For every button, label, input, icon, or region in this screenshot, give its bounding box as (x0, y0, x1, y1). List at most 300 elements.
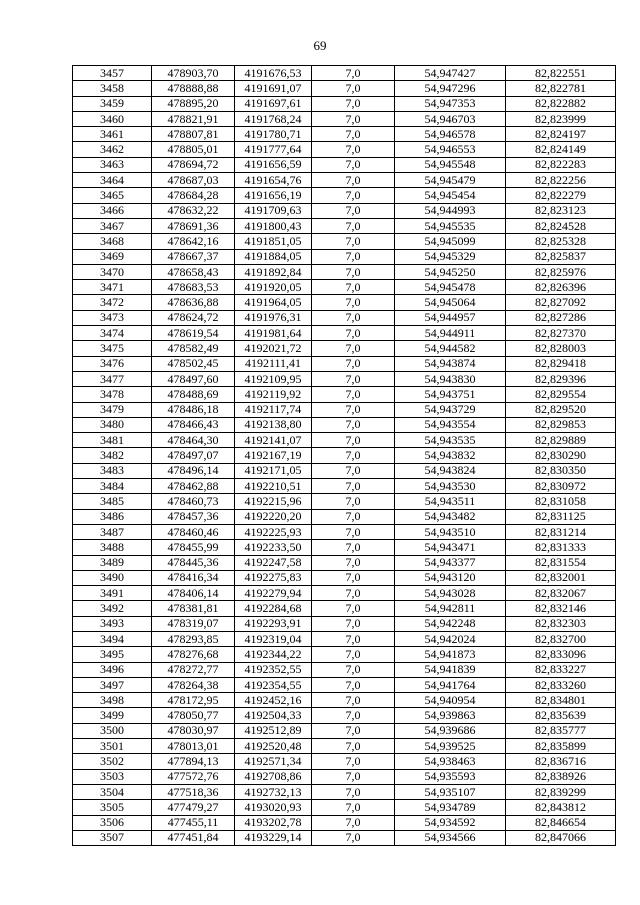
value-cell: 7,0 (312, 66, 395, 81)
table-row (73, 234, 616, 249)
value-cell: 7,0 (312, 433, 395, 448)
table-row (73, 524, 616, 539)
x-coordinate-cell: 478582,49 (152, 341, 235, 356)
table-row (73, 142, 616, 157)
latitude-cell: 54,939686 (395, 723, 506, 738)
longitude-cell: 82,829520 (506, 402, 616, 417)
y-coordinate-cell: 4191656,19 (235, 188, 312, 203)
longitude-cell: 82,832067 (506, 586, 616, 601)
latitude-cell: 54,945479 (395, 173, 506, 188)
y-coordinate-cell: 4192171,05 (235, 463, 312, 478)
table-row (73, 800, 616, 815)
latitude-cell: 54,943471 (395, 540, 506, 555)
table-row (73, 784, 616, 799)
point-number-cell: 3476 (73, 356, 152, 371)
latitude-cell: 54,944957 (395, 310, 506, 325)
value-cell: 7,0 (312, 96, 395, 111)
point-number-cell: 3483 (73, 463, 152, 478)
longitude-cell: 82,823123 (506, 203, 616, 218)
longitude-cell: 82,832303 (506, 616, 616, 631)
latitude-cell: 54,947427 (395, 66, 506, 81)
x-coordinate-cell: 478658,43 (152, 264, 235, 279)
y-coordinate-cell: 4191981,64 (235, 326, 312, 341)
table-row (73, 96, 616, 111)
point-number-cell: 3506 (73, 815, 152, 830)
table-row (73, 815, 616, 830)
x-coordinate-cell: 478457,36 (152, 509, 235, 524)
x-coordinate-cell: 478406,14 (152, 586, 235, 601)
latitude-cell: 54,942248 (395, 616, 506, 631)
point-number-cell: 3481 (73, 433, 152, 448)
longitude-cell: 82,827370 (506, 326, 616, 341)
y-coordinate-cell: 4193020,93 (235, 800, 312, 815)
longitude-cell: 82,833227 (506, 662, 616, 677)
point-number-cell: 3495 (73, 647, 152, 662)
point-number-cell: 3469 (73, 249, 152, 264)
y-coordinate-cell: 4192220,20 (235, 509, 312, 524)
x-coordinate-cell: 478319,07 (152, 616, 235, 631)
latitude-cell: 54,935593 (395, 769, 506, 784)
y-coordinate-cell: 4191892,84 (235, 264, 312, 279)
table-row (73, 387, 616, 402)
value-cell: 7,0 (312, 127, 395, 142)
longitude-cell: 82,831214 (506, 524, 616, 539)
value-cell: 7,0 (312, 81, 395, 96)
page-number: 69 (313, 38, 327, 53)
table-row (73, 601, 616, 616)
value-cell: 7,0 (312, 555, 395, 570)
x-coordinate-cell: 477572,76 (152, 769, 235, 784)
point-number-cell: 3502 (73, 754, 152, 769)
latitude-cell: 54,943554 (395, 417, 506, 432)
latitude-cell: 54,944582 (395, 341, 506, 356)
x-coordinate-cell: 477518,36 (152, 784, 235, 799)
x-coordinate-cell: 478050,77 (152, 708, 235, 723)
table-row (73, 81, 616, 96)
latitude-cell: 54,943530 (395, 479, 506, 494)
point-number-cell: 3465 (73, 188, 152, 203)
value-cell: 7,0 (312, 249, 395, 264)
table-row (73, 662, 616, 677)
y-coordinate-cell: 4191768,24 (235, 111, 312, 126)
x-coordinate-cell: 478805,01 (152, 142, 235, 157)
point-number-cell: 3505 (73, 800, 152, 815)
value-cell: 7,0 (312, 769, 395, 784)
y-coordinate-cell: 4192504,33 (235, 708, 312, 723)
y-coordinate-cell: 4192225,93 (235, 524, 312, 539)
x-coordinate-cell: 478172,95 (152, 693, 235, 708)
table-row (73, 586, 616, 601)
y-coordinate-cell: 4191676,53 (235, 66, 312, 81)
x-coordinate-cell: 478381,81 (152, 601, 235, 616)
value-cell: 7,0 (312, 815, 395, 830)
latitude-cell: 54,944911 (395, 326, 506, 341)
y-coordinate-cell: 4191780,71 (235, 127, 312, 142)
x-coordinate-cell: 478466,43 (152, 417, 235, 432)
y-coordinate-cell: 4192571,34 (235, 754, 312, 769)
point-number-cell: 3471 (73, 280, 152, 295)
y-coordinate-cell: 4192708,86 (235, 769, 312, 784)
latitude-cell: 54,947296 (395, 81, 506, 96)
longitude-cell: 82,834801 (506, 693, 616, 708)
point-number-cell: 3500 (73, 723, 152, 738)
value-cell: 7,0 (312, 631, 395, 646)
point-number-cell: 3498 (73, 693, 152, 708)
value-cell: 7,0 (312, 402, 395, 417)
y-coordinate-cell: 4192352,55 (235, 662, 312, 677)
value-cell: 7,0 (312, 188, 395, 203)
latitude-cell: 54,941873 (395, 647, 506, 662)
latitude-cell: 54,945548 (395, 157, 506, 172)
point-number-cell: 3461 (73, 127, 152, 142)
point-number-cell: 3459 (73, 96, 152, 111)
latitude-cell: 54,945099 (395, 234, 506, 249)
point-number-cell: 3467 (73, 218, 152, 233)
longitude-cell: 82,825976 (506, 264, 616, 279)
value-cell: 7,0 (312, 234, 395, 249)
longitude-cell: 82,824149 (506, 142, 616, 157)
longitude-cell: 82,822283 (506, 157, 616, 172)
latitude-cell: 54,943874 (395, 356, 506, 371)
point-number-cell: 3475 (73, 341, 152, 356)
latitude-cell: 54,943824 (395, 463, 506, 478)
value-cell: 7,0 (312, 326, 395, 341)
value-cell: 7,0 (312, 310, 395, 325)
longitude-cell: 82,833260 (506, 677, 616, 692)
longitude-cell: 82,847066 (506, 830, 616, 845)
y-coordinate-cell: 4191697,61 (235, 96, 312, 111)
x-coordinate-cell: 478497,60 (152, 371, 235, 386)
y-coordinate-cell: 4191709,63 (235, 203, 312, 218)
longitude-cell: 82,825328 (506, 234, 616, 249)
y-coordinate-cell: 4192215,96 (235, 494, 312, 509)
y-coordinate-cell: 4192520,48 (235, 739, 312, 754)
y-coordinate-cell: 4191691,07 (235, 81, 312, 96)
point-number-cell: 3485 (73, 494, 152, 509)
table-row (73, 173, 616, 188)
table-row (73, 463, 616, 478)
longitude-cell: 82,846654 (506, 815, 616, 830)
latitude-cell: 54,947353 (395, 96, 506, 111)
x-coordinate-cell: 478460,46 (152, 524, 235, 539)
table-row (73, 739, 616, 754)
value-cell: 7,0 (312, 280, 395, 295)
value-cell: 7,0 (312, 157, 395, 172)
table-row (73, 693, 616, 708)
y-coordinate-cell: 4192167,19 (235, 448, 312, 463)
table-row (73, 494, 616, 509)
latitude-cell: 54,943832 (395, 448, 506, 463)
value-cell: 7,0 (312, 616, 395, 631)
x-coordinate-cell: 478636,88 (152, 295, 235, 310)
latitude-cell: 54,935107 (395, 784, 506, 799)
longitude-cell: 82,827092 (506, 295, 616, 310)
point-number-cell: 3479 (73, 402, 152, 417)
value-cell: 7,0 (312, 295, 395, 310)
point-number-cell: 3464 (73, 173, 152, 188)
coordinates-table (72, 65, 616, 846)
table-row (73, 249, 616, 264)
x-coordinate-cell: 478416,34 (152, 570, 235, 585)
point-number-cell: 3486 (73, 509, 152, 524)
table-row (73, 295, 616, 310)
x-coordinate-cell: 478030,97 (152, 723, 235, 738)
x-coordinate-cell: 478486,18 (152, 402, 235, 417)
x-coordinate-cell: 478691,36 (152, 218, 235, 233)
value-cell: 7,0 (312, 203, 395, 218)
y-coordinate-cell: 4192354,55 (235, 677, 312, 692)
latitude-cell: 54,945329 (395, 249, 506, 264)
point-number-cell: 3491 (73, 586, 152, 601)
point-number-cell: 3460 (73, 111, 152, 126)
y-coordinate-cell: 4192109,95 (235, 371, 312, 386)
point-number-cell: 3466 (73, 203, 152, 218)
point-number-cell: 3504 (73, 784, 152, 799)
point-number-cell: 3497 (73, 677, 152, 692)
longitude-cell: 82,830290 (506, 448, 616, 463)
longitude-cell: 82,831554 (506, 555, 616, 570)
table-row (73, 723, 616, 738)
table-row (73, 677, 616, 692)
latitude-cell: 54,943120 (395, 570, 506, 585)
x-coordinate-cell: 478624,72 (152, 310, 235, 325)
y-coordinate-cell: 4192138,80 (235, 417, 312, 432)
y-coordinate-cell: 4191800,43 (235, 218, 312, 233)
value-cell: 7,0 (312, 601, 395, 616)
point-number-cell: 3478 (73, 387, 152, 402)
table-row (73, 647, 616, 662)
x-coordinate-cell: 478821,91 (152, 111, 235, 126)
table-row (73, 540, 616, 555)
x-coordinate-cell: 478460,73 (152, 494, 235, 509)
point-number-cell: 3482 (73, 448, 152, 463)
x-coordinate-cell: 478497,07 (152, 448, 235, 463)
value-cell: 7,0 (312, 570, 395, 585)
point-number-cell: 3470 (73, 264, 152, 279)
table-row (73, 188, 616, 203)
table-row (73, 402, 616, 417)
x-coordinate-cell: 478272,77 (152, 662, 235, 677)
x-coordinate-cell: 478293,85 (152, 631, 235, 646)
value-cell: 7,0 (312, 111, 395, 126)
x-coordinate-cell: 478462,88 (152, 479, 235, 494)
x-coordinate-cell: 478888,88 (152, 81, 235, 96)
longitude-cell: 82,824528 (506, 218, 616, 233)
y-coordinate-cell: 4191777,64 (235, 142, 312, 157)
longitude-cell: 82,829853 (506, 417, 616, 432)
point-number-cell: 3488 (73, 540, 152, 555)
value-cell: 7,0 (312, 479, 395, 494)
value-cell: 7,0 (312, 356, 395, 371)
point-number-cell: 3477 (73, 371, 152, 386)
table-row (73, 769, 616, 784)
table-row (73, 417, 616, 432)
point-number-cell: 3503 (73, 769, 152, 784)
x-coordinate-cell: 477455,11 (152, 815, 235, 830)
point-number-cell: 3463 (73, 157, 152, 172)
latitude-cell: 54,945064 (395, 295, 506, 310)
longitude-cell: 82,825837 (506, 249, 616, 264)
value-cell: 7,0 (312, 586, 395, 601)
value-cell: 7,0 (312, 173, 395, 188)
x-coordinate-cell: 477451,84 (152, 830, 235, 845)
point-number-cell: 3487 (73, 524, 152, 539)
point-number-cell: 3499 (73, 708, 152, 723)
value-cell: 7,0 (312, 264, 395, 279)
y-coordinate-cell: 4192275,83 (235, 570, 312, 585)
x-coordinate-cell: 478619,54 (152, 326, 235, 341)
latitude-cell: 54,941764 (395, 677, 506, 692)
point-number-cell: 3474 (73, 326, 152, 341)
longitude-cell: 82,828003 (506, 341, 616, 356)
x-coordinate-cell: 478667,37 (152, 249, 235, 264)
latitude-cell: 54,934592 (395, 815, 506, 830)
latitude-cell: 54,939863 (395, 708, 506, 723)
value-cell: 7,0 (312, 448, 395, 463)
table-row (73, 326, 616, 341)
latitude-cell: 54,946553 (395, 142, 506, 157)
value-cell: 7,0 (312, 800, 395, 815)
longitude-cell: 82,831125 (506, 509, 616, 524)
y-coordinate-cell: 4192117,74 (235, 402, 312, 417)
point-number-cell: 3457 (73, 66, 152, 81)
y-coordinate-cell: 4191964,05 (235, 295, 312, 310)
longitude-cell: 82,838926 (506, 769, 616, 784)
value-cell: 7,0 (312, 341, 395, 356)
value-cell: 7,0 (312, 739, 395, 754)
x-coordinate-cell: 478496,14 (152, 463, 235, 478)
table-row (73, 631, 616, 646)
x-coordinate-cell: 478642,16 (152, 234, 235, 249)
point-number-cell: 3501 (73, 739, 152, 754)
latitude-cell: 54,943751 (395, 387, 506, 402)
latitude-cell: 54,934789 (395, 800, 506, 815)
latitude-cell: 54,945478 (395, 280, 506, 295)
x-coordinate-cell: 478903,70 (152, 66, 235, 81)
table-row (73, 708, 616, 723)
table-row (73, 509, 616, 524)
value-cell: 7,0 (312, 387, 395, 402)
y-coordinate-cell: 4192111,41 (235, 356, 312, 371)
latitude-cell: 54,938463 (395, 754, 506, 769)
longitude-cell: 82,822882 (506, 96, 616, 111)
longitude-cell: 82,827286 (506, 310, 616, 325)
value-cell: 7,0 (312, 708, 395, 723)
latitude-cell: 54,943377 (395, 555, 506, 570)
table-row (73, 433, 616, 448)
y-coordinate-cell: 4191920,05 (235, 280, 312, 295)
x-coordinate-cell: 478895,20 (152, 96, 235, 111)
y-coordinate-cell: 4192247,58 (235, 555, 312, 570)
point-number-cell: 3458 (73, 81, 152, 96)
longitude-cell: 82,831058 (506, 494, 616, 509)
value-cell: 7,0 (312, 417, 395, 432)
y-coordinate-cell: 4192344,22 (235, 647, 312, 662)
value-cell: 7,0 (312, 540, 395, 555)
latitude-cell: 54,946703 (395, 111, 506, 126)
point-number-cell: 3490 (73, 570, 152, 585)
longitude-cell: 82,836716 (506, 754, 616, 769)
longitude-cell: 82,830350 (506, 463, 616, 478)
table-row (73, 264, 616, 279)
y-coordinate-cell: 4192512,89 (235, 723, 312, 738)
latitude-cell: 54,946578 (395, 127, 506, 142)
latitude-cell: 54,945535 (395, 218, 506, 233)
longitude-cell: 82,829396 (506, 371, 616, 386)
longitude-cell: 82,833096 (506, 647, 616, 662)
latitude-cell: 54,943830 (395, 371, 506, 386)
point-number-cell: 3480 (73, 417, 152, 432)
value-cell: 7,0 (312, 784, 395, 799)
y-coordinate-cell: 4191884,05 (235, 249, 312, 264)
x-coordinate-cell: 478464,30 (152, 433, 235, 448)
longitude-cell: 82,826396 (506, 280, 616, 295)
value-cell: 7,0 (312, 509, 395, 524)
y-coordinate-cell: 4192452,16 (235, 693, 312, 708)
table-row (73, 66, 616, 81)
point-number-cell: 3494 (73, 631, 152, 646)
latitude-cell: 54,943511 (395, 494, 506, 509)
table-row (73, 111, 616, 126)
longitude-cell: 82,831333 (506, 540, 616, 555)
table-row (73, 479, 616, 494)
y-coordinate-cell: 4192141,07 (235, 433, 312, 448)
y-coordinate-cell: 4192284,68 (235, 601, 312, 616)
y-coordinate-cell: 4192293,91 (235, 616, 312, 631)
point-number-cell: 3492 (73, 601, 152, 616)
table-row (73, 203, 616, 218)
latitude-cell: 54,945454 (395, 188, 506, 203)
y-coordinate-cell: 4192732,13 (235, 784, 312, 799)
x-coordinate-cell: 478264,38 (152, 677, 235, 692)
value-cell: 7,0 (312, 723, 395, 738)
y-coordinate-cell: 4191851,05 (235, 234, 312, 249)
longitude-cell: 82,829418 (506, 356, 616, 371)
latitude-cell: 54,939525 (395, 739, 506, 754)
value-cell: 7,0 (312, 463, 395, 478)
longitude-cell: 82,835899 (506, 739, 616, 754)
table-row (73, 448, 616, 463)
x-coordinate-cell: 478276,68 (152, 647, 235, 662)
longitude-cell: 82,822256 (506, 173, 616, 188)
point-number-cell: 3462 (73, 142, 152, 157)
table-row (73, 555, 616, 570)
value-cell: 7,0 (312, 693, 395, 708)
x-coordinate-cell: 477479,27 (152, 800, 235, 815)
x-coordinate-cell: 477894,13 (152, 754, 235, 769)
y-coordinate-cell: 4192119,92 (235, 387, 312, 402)
point-number-cell: 3496 (73, 662, 152, 677)
y-coordinate-cell: 4193229,14 (235, 830, 312, 845)
latitude-cell: 54,943482 (395, 509, 506, 524)
longitude-cell: 82,835639 (506, 708, 616, 723)
y-coordinate-cell: 4192210,51 (235, 479, 312, 494)
latitude-cell: 54,942811 (395, 601, 506, 616)
x-coordinate-cell: 478687,03 (152, 173, 235, 188)
table-row (73, 157, 616, 172)
x-coordinate-cell: 478694,72 (152, 157, 235, 172)
table-row (73, 280, 616, 295)
table-row (73, 356, 616, 371)
value-cell: 7,0 (312, 677, 395, 692)
longitude-cell: 82,829889 (506, 433, 616, 448)
point-number-cell: 3473 (73, 310, 152, 325)
latitude-cell: 54,940954 (395, 693, 506, 708)
table-row (73, 830, 616, 845)
x-coordinate-cell: 478445,36 (152, 555, 235, 570)
longitude-cell: 82,823999 (506, 111, 616, 126)
longitude-cell: 82,822279 (506, 188, 616, 203)
